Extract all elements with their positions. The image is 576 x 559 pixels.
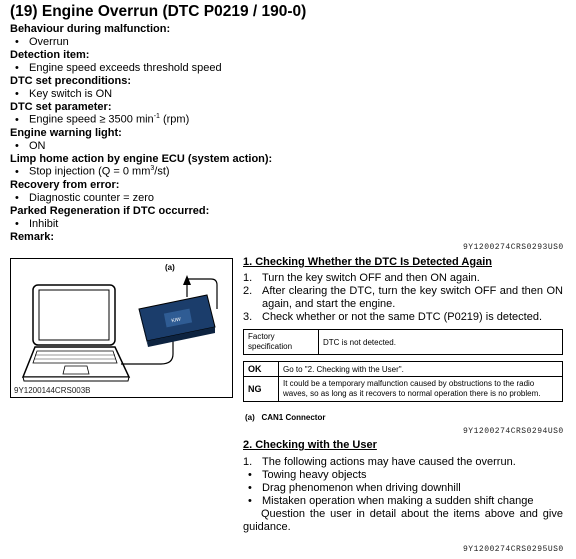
reference-code: 9Y1200274CRS0294US0 xyxy=(463,427,564,436)
section-bullet: • Engine speed ≥ 3500 $\min^{-1} (rpm)$ xyxy=(15,113,190,126)
check2-bullet: • Drag phenomenon when driving downhill xyxy=(248,482,461,494)
section-bullet: • Inhibit xyxy=(15,218,59,230)
ok-text: Go to "2. Checking with the User". xyxy=(279,362,563,377)
section-heading: Limp home action by engine ECU (system action): xyxy=(10,153,273,165)
section-bullet: • Overrun xyxy=(15,36,69,48)
spec-label: Factory specification xyxy=(244,330,319,355)
figure-laptop-diagnostic xyxy=(10,258,233,398)
ok-ng-table xyxy=(243,361,563,402)
section-heading: DTC set preconditions: xyxy=(10,75,132,87)
reference-code: 9Y1200274CRS0295US0 xyxy=(463,545,564,554)
check2-bullet: • Towing heavy objects xyxy=(248,469,367,481)
section-heading: Detection item: xyxy=(10,49,90,61)
section-bullet: • Diagnostic counter = zero xyxy=(15,192,155,204)
check2-intro: 1. The following actions may have caused the overrun. xyxy=(243,456,516,468)
section-bullet: • Stop injection (Q = 0 $mm^3/st$) xyxy=(15,165,170,178)
check1-step: 2. After clearing the DTC, turn the key switch OFF and then ON again, and start the engine. xyxy=(243,285,563,310)
section-bullet: • ON xyxy=(15,140,46,152)
reference-code: 9Y1200274CRS0293US0 xyxy=(463,243,564,252)
check2-bullet: • Mistaken operation when making a sudden shift change xyxy=(248,495,534,507)
figure-code: 9Y1200144CRS003B xyxy=(14,386,91,395)
page-title: (19) Engine Overrun (DTC P0219 / 190-0) xyxy=(10,3,307,20)
spec-value: DTC is not detected. xyxy=(319,330,563,355)
figure-callout-a: (a) xyxy=(165,263,175,272)
svg-text:KIW: KIW xyxy=(170,316,182,325)
ng-text: It could be a temporary malfunction caused by obstructions to the radio waves, so as long as it recovers to normal operation there is no problem. xyxy=(279,377,563,402)
section-heading: DTC set parameter: xyxy=(10,101,112,113)
section-heading: Remark: xyxy=(10,231,55,243)
ok-label: OK xyxy=(244,362,279,377)
laptop-connector-illustration xyxy=(11,259,232,397)
section-heading: Recovery from error: xyxy=(10,179,120,191)
section-bullet: • Key switch is ON xyxy=(15,88,113,100)
ng-label: NG xyxy=(244,377,279,402)
figure-legend: (a) CAN1 Connector xyxy=(245,413,326,422)
check2-paragraph: Question the user in detail about the items above and give guidance. xyxy=(243,508,563,533)
check1-heading: 1. Checking Whether the DTC Is Detected Again xyxy=(243,256,492,268)
check2-heading: 2. Checking with the User xyxy=(243,439,377,451)
section-bullet: • Engine speed exceeds threshold speed xyxy=(15,62,222,74)
section-heading: Behaviour during malfunction: xyxy=(10,23,171,35)
check1-step: 1. Turn the key switch OFF and then ON again. xyxy=(243,272,480,284)
check1-step: 3. Check whether or not the same DTC (P0219) is detected. xyxy=(243,311,543,323)
section-heading: Engine warning light: xyxy=(10,127,122,139)
section-heading: Parked Regeneration if DTC occurred: xyxy=(10,205,210,217)
factory-spec-table xyxy=(243,329,563,355)
